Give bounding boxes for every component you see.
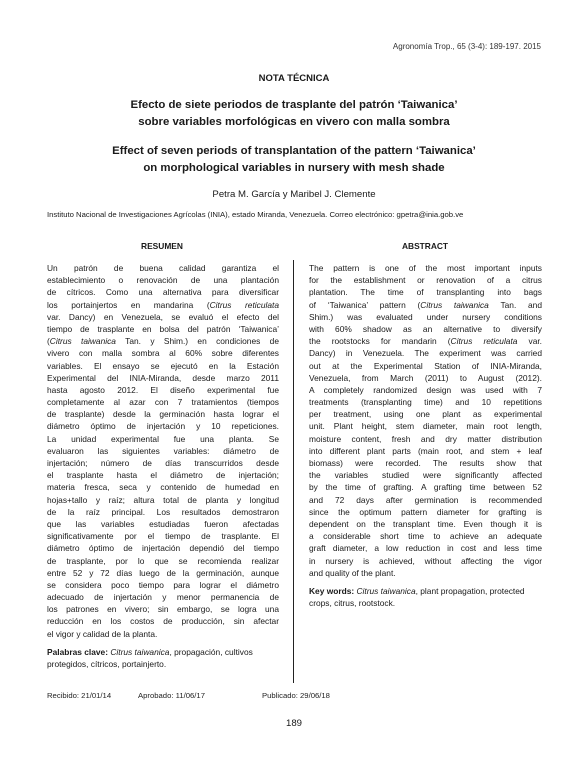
body-line xyxy=(47,457,279,469)
authors: Petra M. García y Maribel J. Clemente xyxy=(212,189,376,200)
body-line xyxy=(47,530,279,542)
body-line xyxy=(309,420,542,432)
body-text: el vigor y calidad de la planta. xyxy=(47,628,158,639)
body-text: de la raíz principal. Los resultados demostraron xyxy=(47,506,279,517)
section-label: NOTA TÉCNICA xyxy=(258,73,330,84)
journal-reference: Agronomía Trop., 65 (3-4): 189-197. 2015 xyxy=(392,42,541,51)
body-line xyxy=(47,286,279,298)
body-line xyxy=(47,494,279,506)
body-line xyxy=(309,518,542,530)
body-line xyxy=(47,420,279,432)
body-line xyxy=(47,567,279,579)
body-line xyxy=(47,469,279,481)
body-line xyxy=(309,542,542,554)
body-text: diámetro óptimo de injertación y 10 repeticiones. xyxy=(47,421,279,432)
body-text: the rootstocks for mandarin ( xyxy=(309,336,451,347)
body-line xyxy=(309,286,542,298)
body-text: los patrones en vivero; sin embargo, se logra una xyxy=(47,604,279,615)
body-text: reducción en los costos de producción, sin afectar xyxy=(47,616,279,627)
abstract-column xyxy=(309,262,542,609)
body-text: moisture content, fresh and dry matter distribution xyxy=(309,433,542,444)
body-text: and quality of the plant. xyxy=(309,567,396,578)
body-line xyxy=(47,615,279,627)
body-line xyxy=(47,311,279,323)
keywords-list: , propagación, cultivos protegidos, cítricos, portainjerto. xyxy=(47,646,253,670)
body-text: adecuado de injertación y menor permanencia de xyxy=(47,592,279,603)
body-text: dependent on the transplant time. Even though it is xyxy=(309,518,542,529)
body-text: out at the Experimental Station of INIA-Miranda, xyxy=(309,360,542,371)
body-text: de trasplante, por lo que se recomienda realizar xyxy=(47,555,279,566)
species-name: Citrus reticulata xyxy=(450,336,518,347)
species-name: Citrus taiwanica xyxy=(49,336,116,347)
received-date: Recibido: 21/01/14 xyxy=(47,691,112,700)
body-line xyxy=(47,262,279,274)
body-line xyxy=(47,555,279,567)
body-text: per treatment, using one plant as experimental xyxy=(309,409,542,420)
abstract-heading: ABSTRACT xyxy=(401,241,449,251)
body-line xyxy=(309,335,542,347)
body-line xyxy=(309,457,542,469)
body-line xyxy=(47,628,279,640)
body-text: in nursery is achieved, without affecting the vigor xyxy=(309,555,542,566)
body-text: of ‘Taiwanica’ pattern ( xyxy=(309,299,421,310)
spanish-title-line: sobre variables morfológicas en vivero con malla sombra xyxy=(138,116,450,128)
body-text: for the establishment or renovation of a citrus xyxy=(309,275,542,286)
body-text: de trasplante) desde la germinación hasta lograr el xyxy=(47,409,279,420)
body-text: with 60% shadow as an alternative to diversify xyxy=(309,323,542,334)
body-text: Un patrón de buena calidad garantiza el xyxy=(47,263,279,273)
body-text: treatments (transplanting time) and 10 repetitions xyxy=(309,397,542,408)
body-line xyxy=(47,408,279,420)
spanish-title xyxy=(0,97,588,131)
body-text: Experimental del INIA-Miranda, desde marzo 2011 xyxy=(47,372,279,383)
keywords-label: Palabras clave: xyxy=(47,646,108,657)
body-line xyxy=(47,518,279,530)
body-line xyxy=(309,445,542,457)
body-text: materia fresca, seca y contenido de humedad en xyxy=(47,482,279,493)
body-text: ( xyxy=(47,336,50,347)
body-text: a considerable short time to achieve an adequate xyxy=(309,531,542,542)
body-text: entre 52 y 72 días luego de la germinación, aunque xyxy=(47,567,279,578)
body-line xyxy=(47,396,279,408)
body-line xyxy=(309,262,542,274)
body-text: tiempo de trasplante en bolsa del patrón ‘Taiwanica’ xyxy=(47,323,279,334)
body-line xyxy=(309,567,542,579)
abstract-body xyxy=(309,262,542,579)
body-line xyxy=(309,360,542,372)
body-line xyxy=(309,408,542,420)
affiliation: Instituto Nacional de Investigaciones Agrícolas (INIA), estado Miranda, Venezuela. Correo electrónico: gpetra@inia.gob.ve xyxy=(47,210,464,219)
body-line xyxy=(309,299,542,311)
body-line xyxy=(47,445,279,457)
english-title-line: Effect of seven periods of transplantation of the pattern ‘Taiwanica’ xyxy=(112,145,476,157)
spanish-title-line: Efecto de siete periodos de trasplante del patrón ‘Taiwanica’ xyxy=(130,99,458,111)
body-text: graft diameter, a low reduction in cost and less time xyxy=(309,543,542,554)
english-title-line: on morphological variables in nursery with mesh shade xyxy=(143,162,445,174)
keywords-species: Citrus taiwanica xyxy=(356,585,416,596)
body-text: diámetro óptimo de injertación dependió del tiempo xyxy=(47,543,279,554)
english-title xyxy=(0,143,588,177)
body-line xyxy=(309,555,542,567)
body-text: se considera poco tiempo para lograr el diámetro xyxy=(47,579,279,590)
body-line xyxy=(309,311,542,323)
body-text: los portainjertos en mandarina ( xyxy=(47,299,210,310)
body-line xyxy=(309,274,542,286)
body-line xyxy=(47,372,279,384)
body-text: el trasplante hasta el diámetro de injertación; xyxy=(47,470,279,481)
body-text: since the optimum pattern diameter for grafting is xyxy=(309,506,542,517)
body-line xyxy=(309,323,542,335)
body-text: biomass) were recorded. The results show that xyxy=(309,458,542,468)
keywords-species: Citrus taiwanica xyxy=(110,646,170,657)
body-text: Venezuela, from March (2011) to August (2012). xyxy=(309,372,542,383)
body-line xyxy=(47,360,279,372)
body-line xyxy=(47,347,279,359)
species-name: Citrus taiwanica xyxy=(420,299,489,310)
body-text: establecimiento o renovación de una plantación xyxy=(47,275,279,286)
body-text: the variables studied were significantly affected xyxy=(309,470,542,481)
body-text: Tan. y Shim.) en condiciones de xyxy=(115,336,279,347)
column-divider xyxy=(293,260,294,683)
published-date: Publicado: 29/06/18 xyxy=(262,691,330,700)
body-line xyxy=(309,433,542,445)
body-line xyxy=(309,347,542,359)
resumen-column xyxy=(47,262,279,670)
page-number: 189 xyxy=(285,718,302,729)
body-line xyxy=(47,579,279,591)
body-text: Shim.) was evaluated under nursery conditions xyxy=(309,311,542,322)
body-line xyxy=(47,299,279,311)
body-text: by the time of grafting. A grafting time between 52 xyxy=(309,482,542,493)
body-text: var. Dancy) en Venezuela, se evaluó el efecto del xyxy=(47,311,279,322)
body-line xyxy=(47,384,279,396)
body-text: La unidad experimental fue una planta. Se xyxy=(47,433,279,444)
body-text: hasta agosto 2012. El diseño experimental fue xyxy=(47,384,279,395)
body-line xyxy=(47,433,279,445)
keywords-list: , plant propagation, protected crops, citrus, rootstock. xyxy=(309,585,525,609)
body-line xyxy=(309,506,542,518)
body-text: The pattern is one of the most important inputs xyxy=(309,263,542,273)
body-text: A completely randomized design was used with 7 xyxy=(309,384,542,395)
body-text: and 72 days after germination is recommended xyxy=(309,494,542,505)
body-line xyxy=(309,396,542,408)
body-line xyxy=(309,481,542,493)
body-text: plantation. The time of transplanting into bags xyxy=(309,287,542,298)
species-name: Citrus reticulata xyxy=(209,299,279,310)
body-text: variables. El ensayo se ejecutó en la Estación xyxy=(47,360,279,371)
body-text: evaluaron las siguientes variables: diámetro de xyxy=(47,445,279,456)
abstract-keywords xyxy=(309,585,542,609)
body-line xyxy=(47,335,279,347)
body-text: de cítricos. Como una alternativa para diversificar xyxy=(47,287,279,298)
approved-date: Aprobado: 11/06/17 xyxy=(138,691,205,700)
body-text: Tan. and xyxy=(488,299,542,310)
body-text: unit. Plant height, stem diameter, main root length, xyxy=(309,421,542,432)
body-text: injertación; número de días transcurridos desde xyxy=(47,458,279,468)
resumen-heading: RESUMEN xyxy=(141,241,183,251)
body-text: Dancy) in Venezuela. The experiment was carried xyxy=(309,348,542,359)
body-line xyxy=(47,274,279,286)
keywords-label: Key words: xyxy=(309,585,355,596)
resumen-keywords xyxy=(47,646,279,670)
resumen-body xyxy=(47,262,279,640)
body-line xyxy=(309,372,542,384)
body-line xyxy=(309,530,542,542)
body-line xyxy=(309,494,542,506)
body-line xyxy=(47,603,279,615)
body-text: que las variables estudiadas fueron afectadas xyxy=(47,518,279,529)
body-text: vivero con malla sombra al 60% sobre diferentes xyxy=(47,348,279,359)
body-line xyxy=(47,506,279,518)
body-line xyxy=(47,323,279,335)
body-text: hojas+tallo y raíz; altura total de planta y longitud xyxy=(47,494,279,505)
body-text: completamente al azar con 7 tratamientos (tiempos xyxy=(47,397,279,408)
body-text: var. xyxy=(517,336,542,347)
body-line xyxy=(47,481,279,493)
body-text: significativamente por el tiempo de trasplante. El xyxy=(47,531,279,542)
body-line xyxy=(309,384,542,396)
body-text: into different plant parts (main root, and stem + leaf xyxy=(309,445,542,456)
body-line xyxy=(47,591,279,603)
body-line xyxy=(309,469,542,481)
body-line xyxy=(47,542,279,554)
